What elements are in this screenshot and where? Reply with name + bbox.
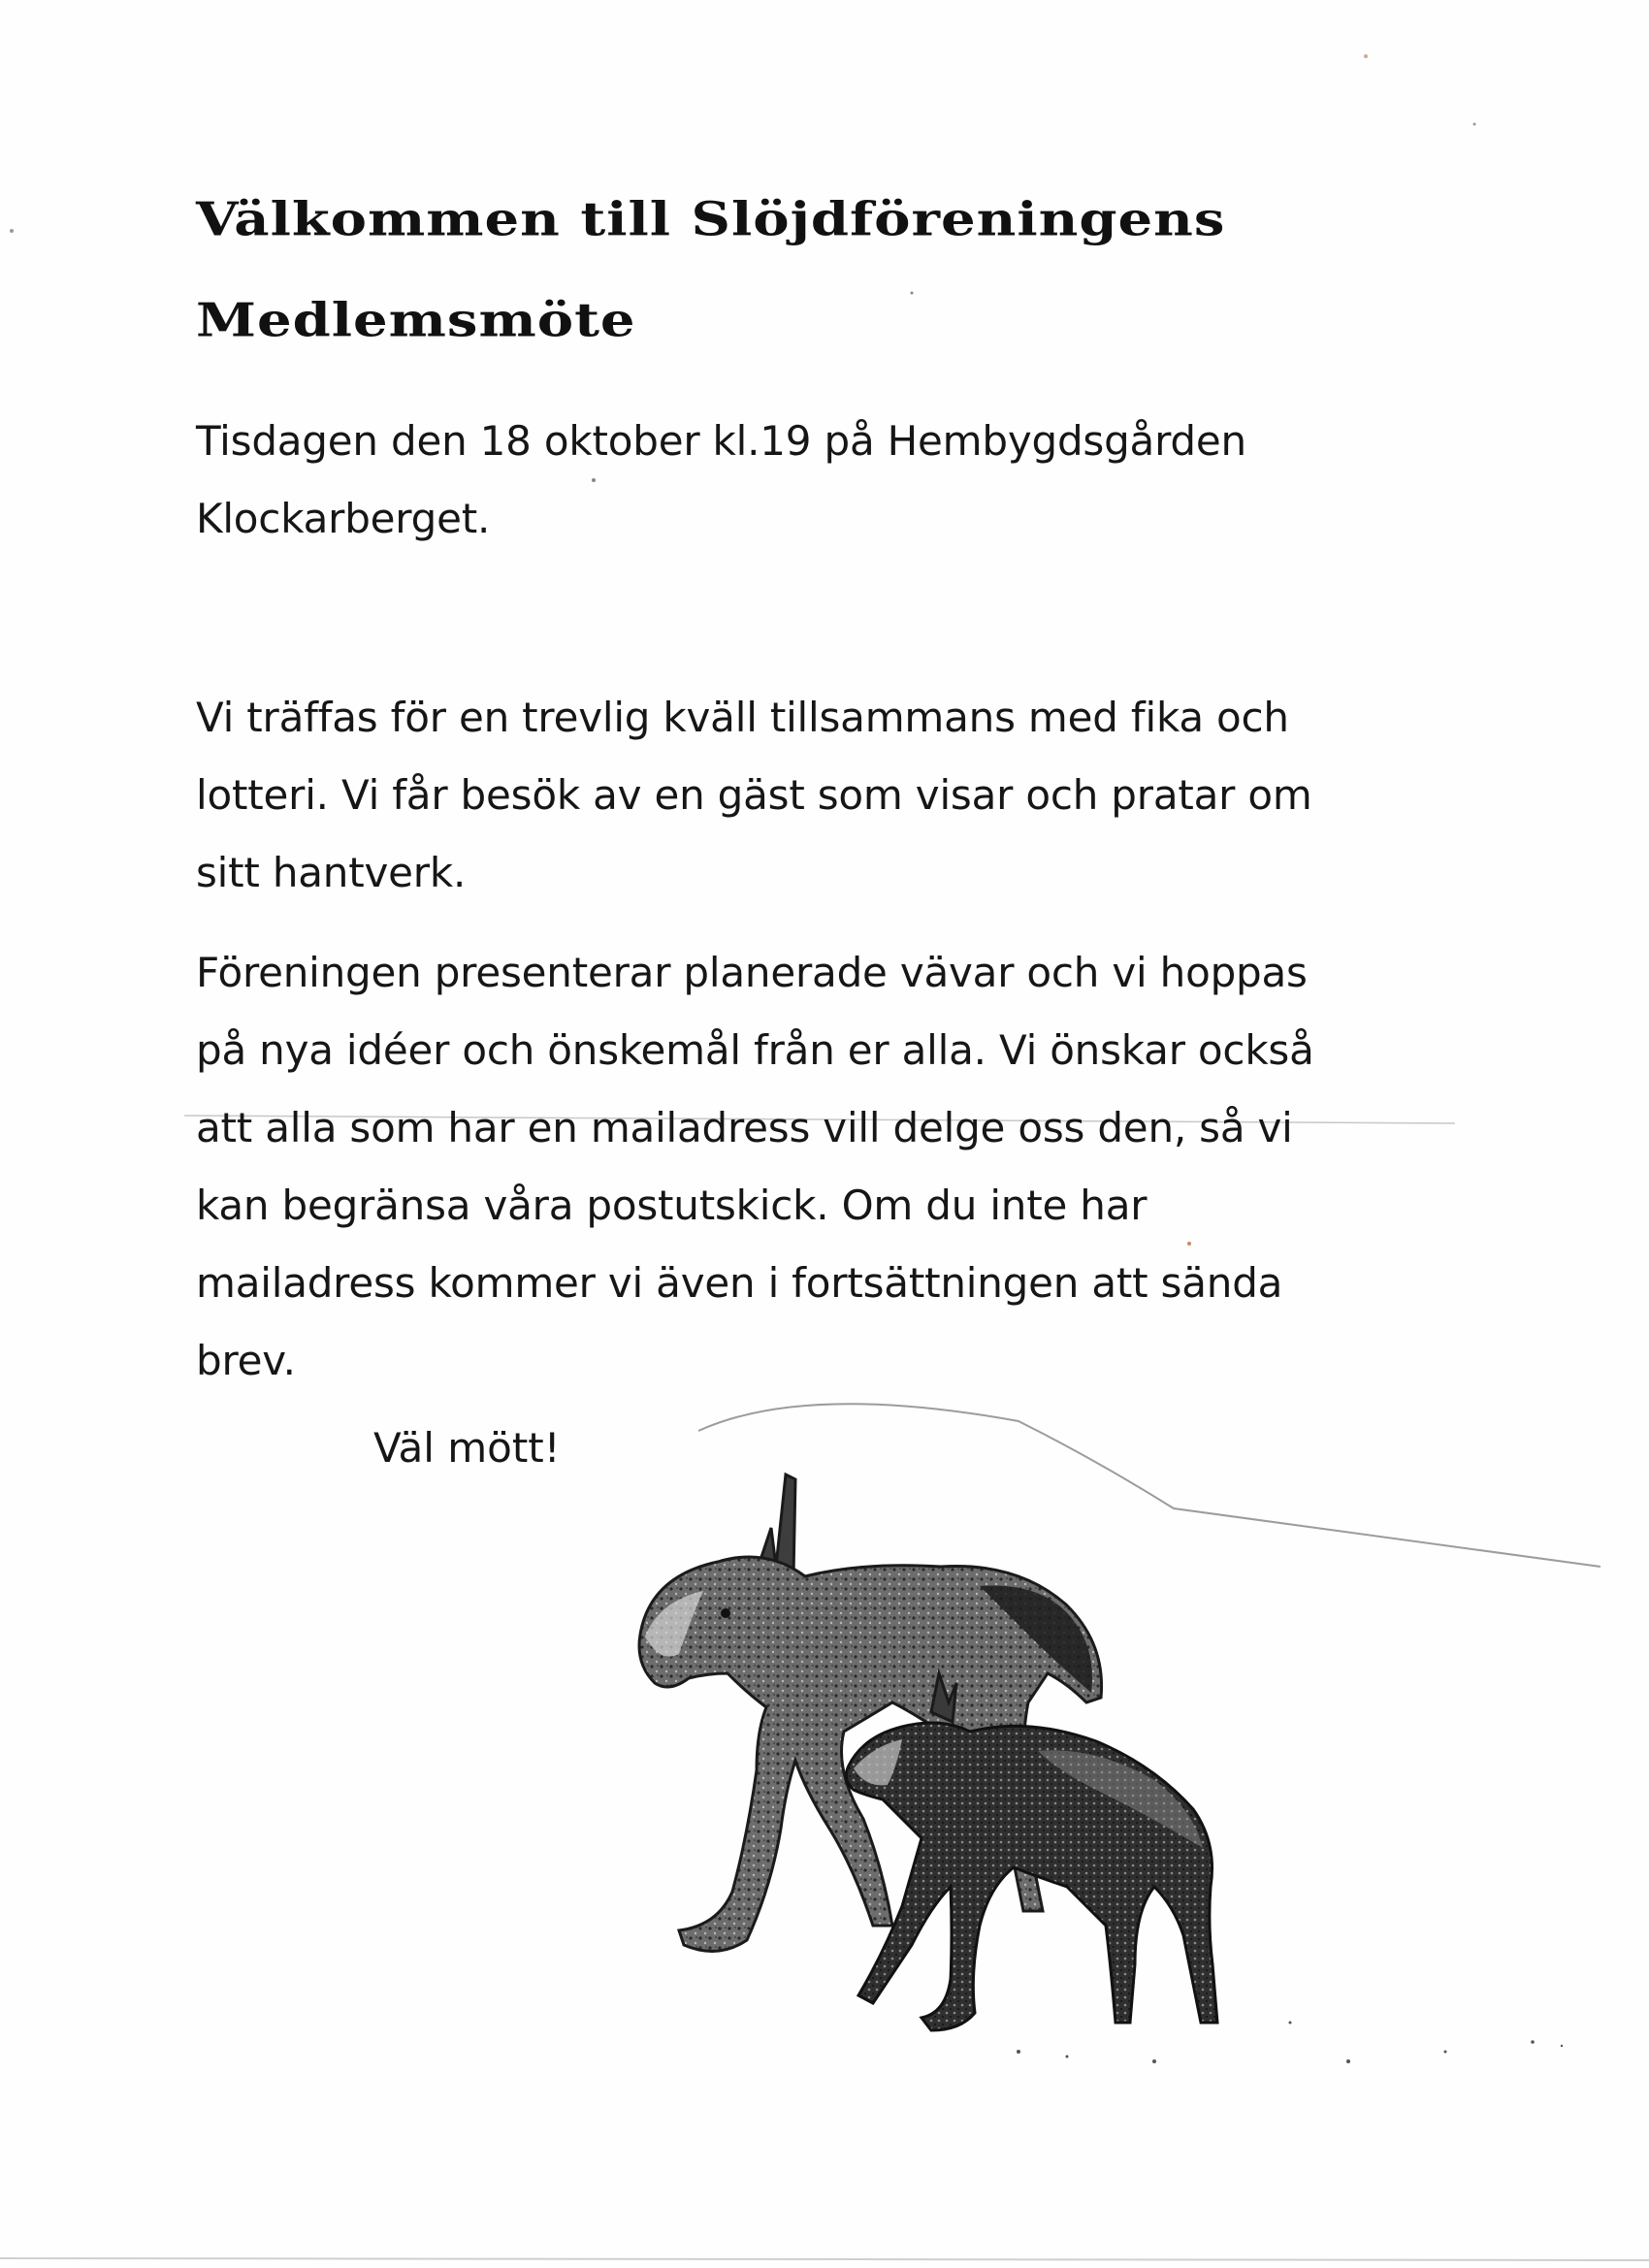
paragraph-line: mailadress kommer vi även i fortsättningen att sända: [196, 1259, 1283, 1307]
event-line: Tisdagen den 18 oktober kl.19 på Hembygdsgården: [196, 417, 1246, 465]
large-moose-figure: [639, 1474, 1102, 1951]
paragraph-line: på nya idéer och önskemål från er alla. Vi önskar också: [196, 1026, 1314, 1074]
moose-figurines-image: [611, 1382, 1620, 2100]
paragraph-line: lotteri. Vi får besök av en gäst som visar och pratar om: [196, 771, 1312, 819]
paragraph-meeting: [196, 679, 1312, 912]
paragraph-line: brev.: [196, 1337, 296, 1384]
title-line-2: Medlemsmöte: [196, 293, 636, 348]
small-moose-figure: [846, 1673, 1217, 2030]
event-line: Klockarberget.: [196, 495, 491, 542]
paragraph-line: kan begränsa våra postutskick. Om du inte har: [196, 1182, 1148, 1229]
paragraph-line: sitt hantverk.: [196, 849, 467, 896]
title-line-1: Välkommen till Slöjdföreningens: [196, 192, 1226, 247]
closing-greeting: Väl mött!: [373, 1424, 561, 1472]
paragraph-plans: [196, 934, 1314, 1400]
ground-shadow: [1017, 2022, 1563, 2064]
paragraph-line: att alla som har en mailadress vill delge oss den, så vi: [196, 1104, 1293, 1151]
paragraph-line: Vi träffas för en trevlig kväll tillsammans med fika och: [196, 694, 1289, 741]
event-details: [196, 403, 1246, 558]
paragraph-line: Föreningen presenterar planerade vävar och vi hoppas: [196, 949, 1308, 996]
